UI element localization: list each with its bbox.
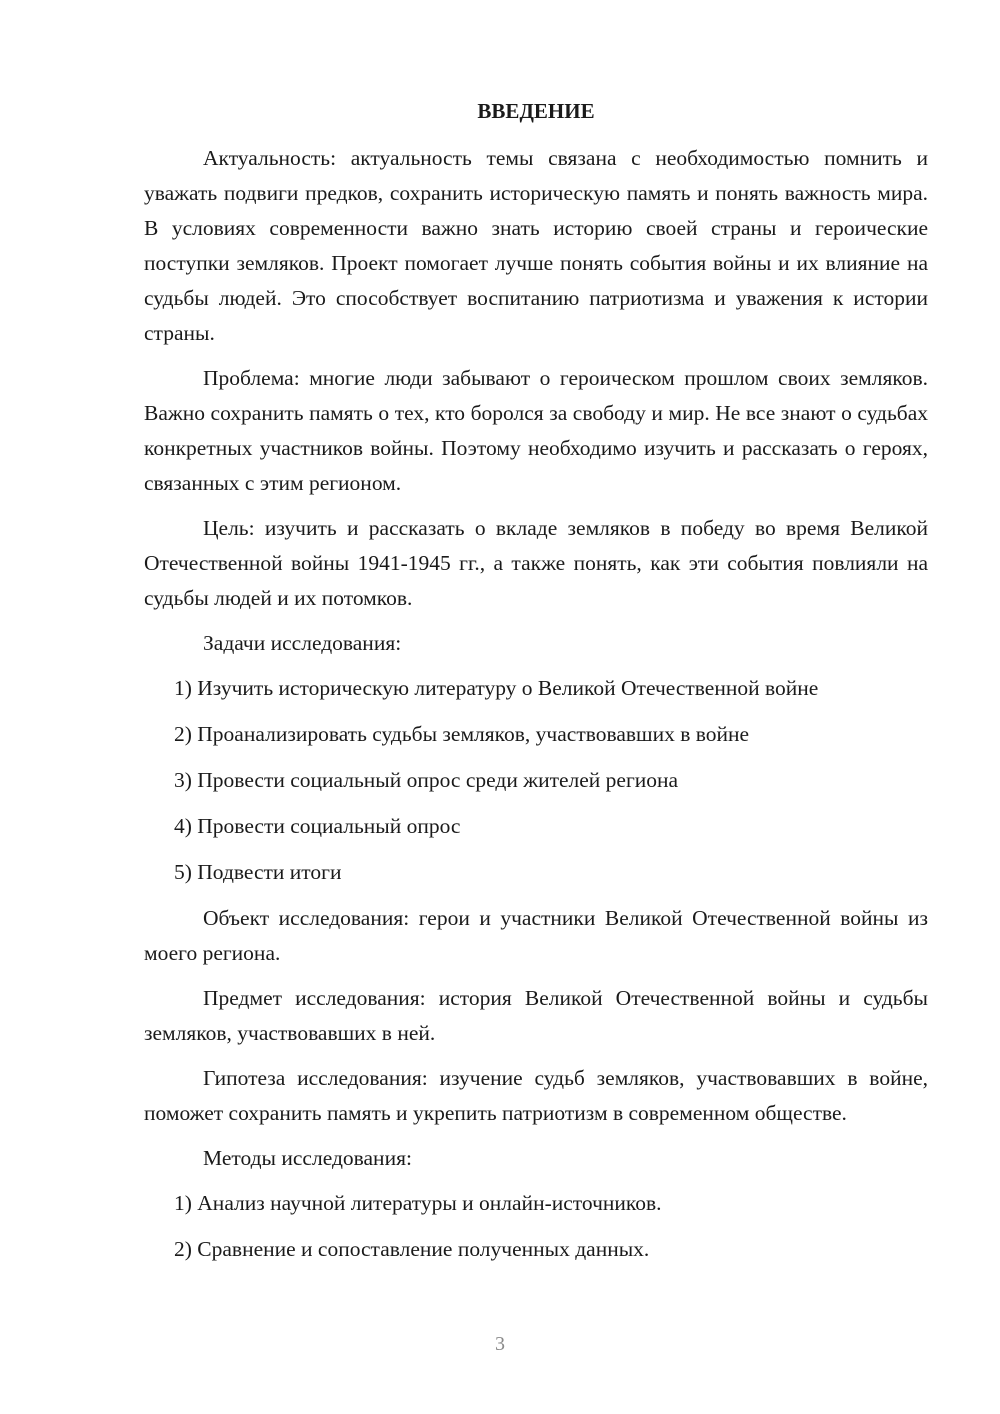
relevance-paragraph: Актуальность: актуальность темы связана с необходимостью помнить и уважать подвиги предков, сохранить историческую память и понять важность мира. В условиях современности важно знать историю своей страны и героические поступки земляков. Проект помогает лучше понять события войны и их влияние на судьбы людей. Это способствует воспитанию патриотизма и уважения к истории страны. <box>144 146 928 345</box>
problem-paragraph: Проблема: многие люди забывают о героическом прошлом своих земляков. Важно сохранить память о тех, кто боролся за свободу и мир. Не все знают о судьбах конкретных участников войны. Поэтому необходимо изучить и рассказать о героях, связанных с этим регионом. <box>144 366 928 495</box>
list-item: 2) Сравнение и сопоставление полученных данных. <box>174 1237 650 1261</box>
goal-paragraph: Цель: изучить и рассказать о вкладе земляков в победу во время Великой Отечественной войны 1941-1945 гг., а также понять, как эти события повлияли на судьбы людей и их потомков. <box>144 516 928 610</box>
list-item: 1) Изучить историческую литературу о Великой Отечественной войне <box>174 676 819 700</box>
list-item: 5) Подвести итоги <box>174 860 342 884</box>
object-paragraph: Объект исследования: герои и участники Великой Отечественной войны из моего региона. <box>144 906 928 965</box>
section-title: ВВЕДЕНИЕ <box>477 99 595 123</box>
methods-list <box>144 1186 928 1267</box>
page-number: 3 <box>495 1333 505 1355</box>
subject-paragraph: Предмет исследования: история Великой Отечественной войны и судьбы земляков, участвовавших в ней. <box>144 986 928 1045</box>
methods-heading: Методы исследования: <box>203 1146 412 1170</box>
page-content <box>144 94 928 1278</box>
list-item: 4) Провести социальный опрос <box>174 814 461 838</box>
tasks-heading: Задачи исследования: <box>203 631 402 655</box>
hypothesis-paragraph: Гипотеза исследования: изучение судьб земляков, участвовавших в войне, поможет сохранить память и укрепить патриотизм в современном обществе. <box>144 1066 928 1125</box>
list-item: 2) Проанализировать судьбы земляков, участвовавших в войне <box>174 722 750 746</box>
tasks-list <box>144 671 928 890</box>
list-item: 1) Анализ научной литературы и онлайн-источников. <box>174 1191 662 1215</box>
list-item: 3) Провести социальный опрос среди жителей региона <box>174 768 679 792</box>
